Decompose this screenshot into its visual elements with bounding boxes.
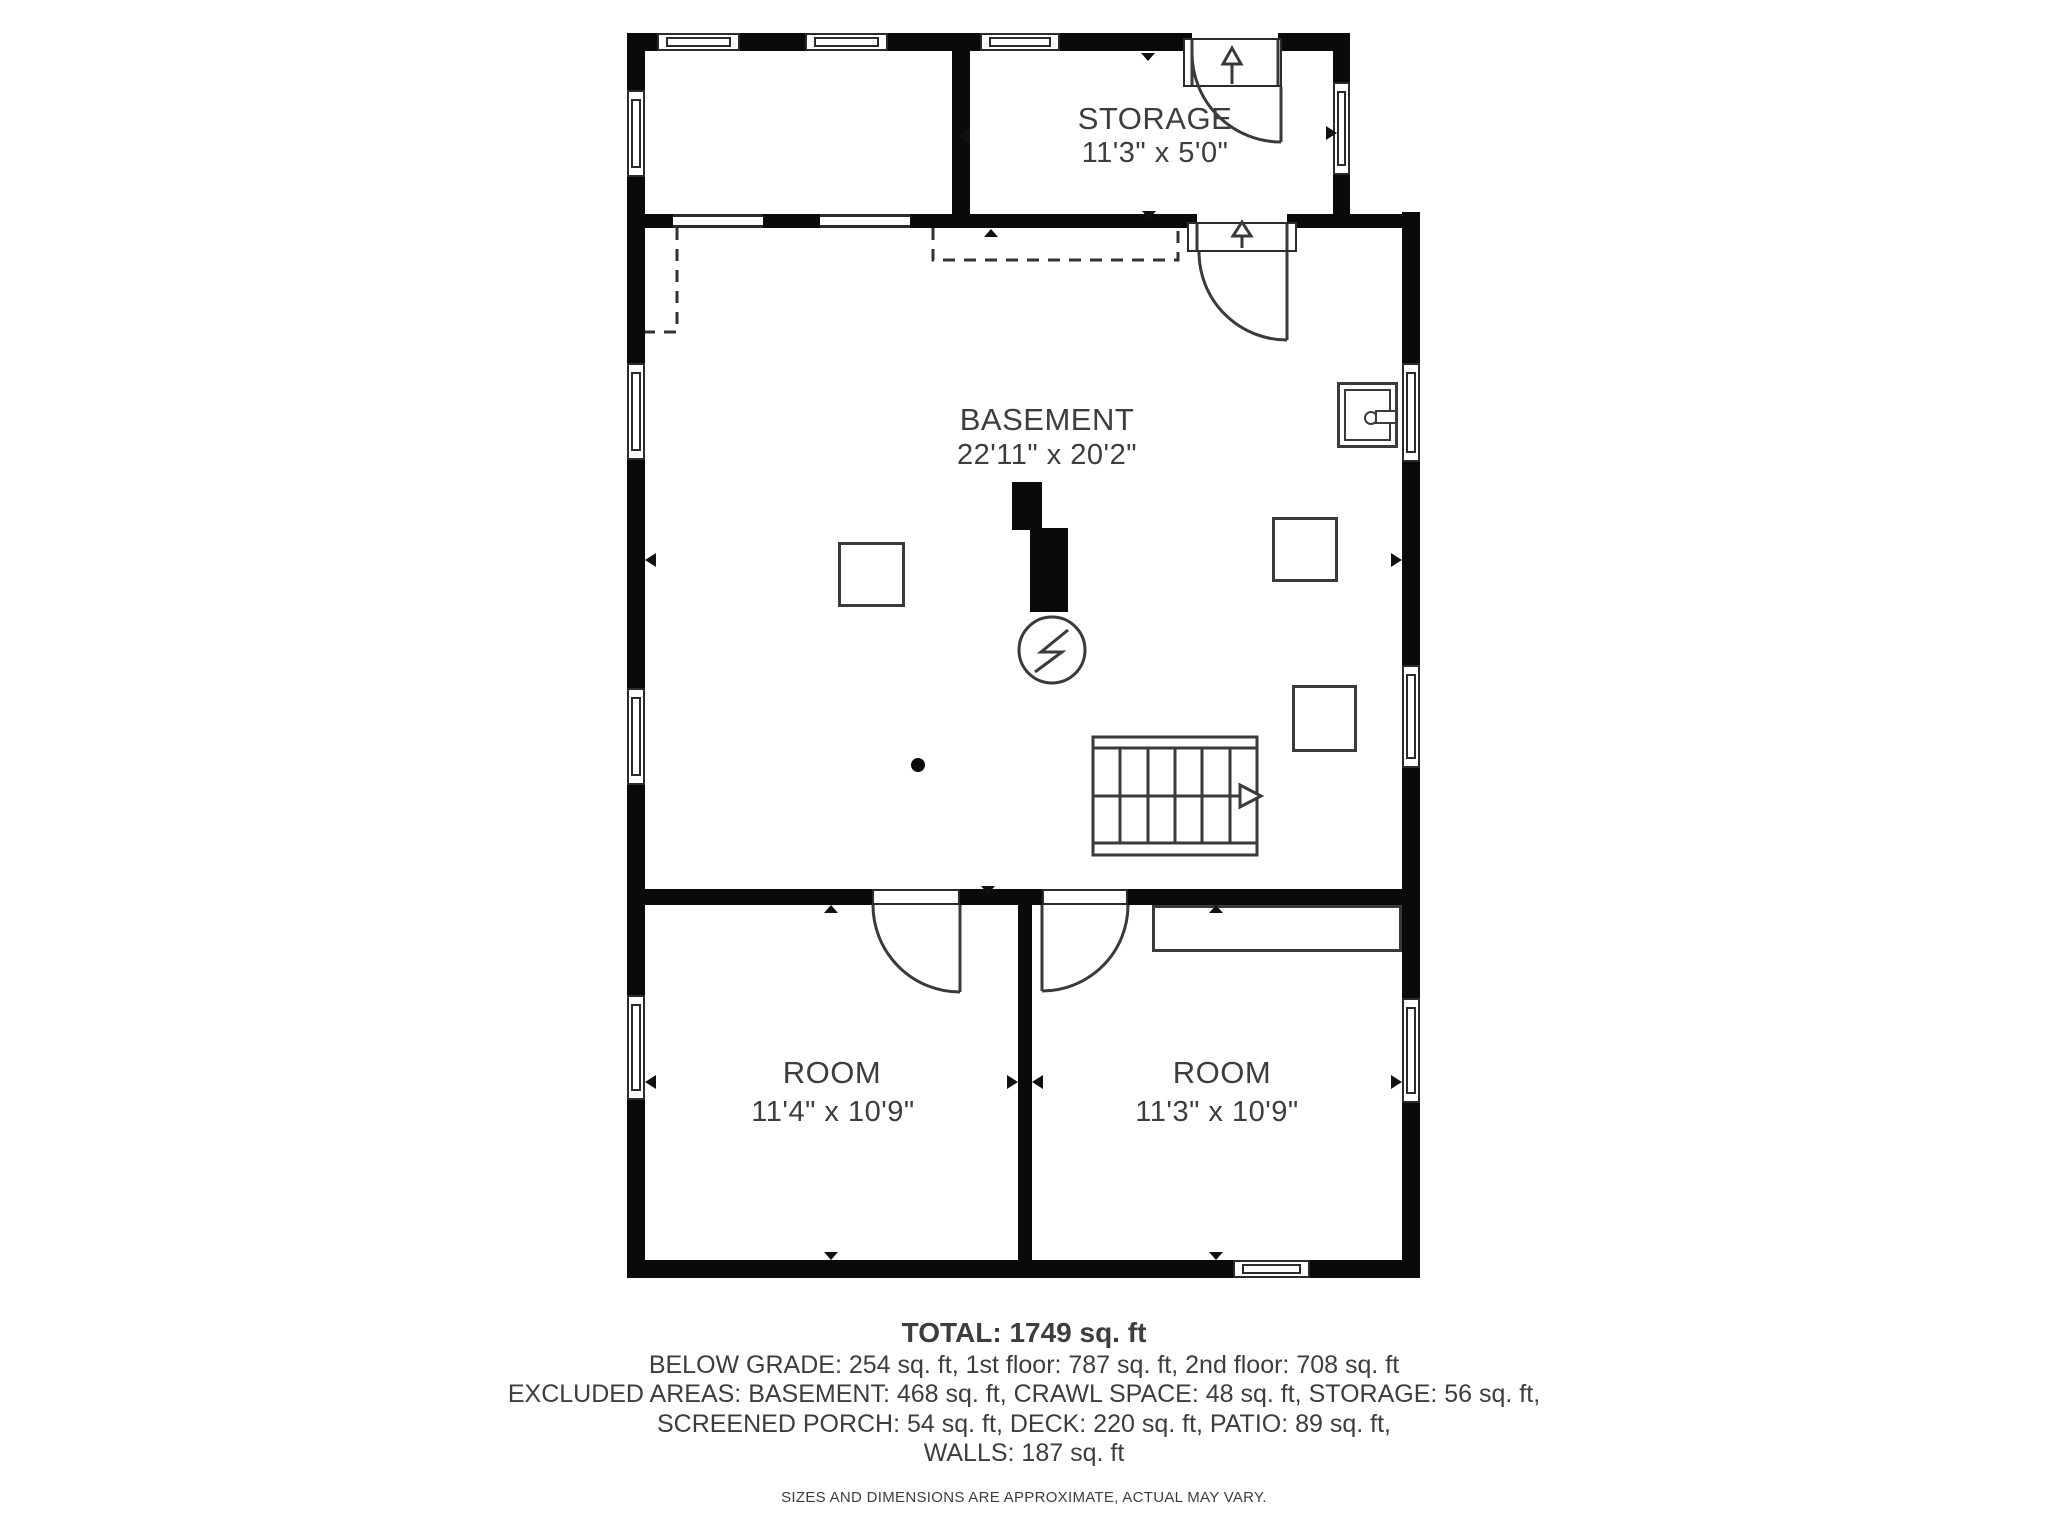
window-pane: [666, 37, 731, 47]
room-label-right: ROOM: [1172, 1055, 1272, 1090]
window: [627, 363, 645, 460]
electrical-panel-handle: [1375, 410, 1397, 424]
chimney-block-upper: [1012, 482, 1042, 530]
summary-excluded-areas: EXCLUDED AREAS: BASEMENT: 468 sq. ft, CRAWL SPACE: 48 sq. ft, STORAGE: 56 sq. ft,: [507, 1380, 1541, 1408]
room-label-left: ROOM: [782, 1055, 882, 1090]
window-pane: [1406, 674, 1416, 759]
window-pane: [814, 37, 879, 47]
window-pane: [631, 697, 641, 776]
room-label-storage: STORAGE: [1077, 101, 1233, 136]
window-pane: [631, 99, 641, 168]
window-pane: [631, 372, 641, 451]
window: [1402, 363, 1420, 462]
crawl-space-opening-right: [820, 214, 910, 228]
crawl-space-opening-left: [673, 214, 763, 228]
entry-landing-storage: [1183, 38, 1282, 87]
entry-landing-basement: [1187, 222, 1297, 252]
room-dimensions-basement: 22'11" x 20'2": [956, 439, 1138, 471]
wall-crawl-storage-divider: [952, 33, 970, 228]
window-pane: [1406, 372, 1416, 453]
door-opening-room-left: [872, 889, 960, 905]
window: [1233, 1260, 1310, 1278]
window-pane: [631, 1004, 641, 1091]
chimney-block-lower: [1030, 528, 1068, 612]
utility-square-upper: [1272, 517, 1338, 582]
window-pane: [989, 37, 1051, 47]
stairs-icon: [1093, 737, 1257, 855]
window: [627, 90, 645, 177]
stairs-direction-arrow: [1093, 785, 1261, 807]
window: [1402, 665, 1420, 768]
summary-disclaimer: SIZES AND DIMENSIONS ARE APPROXIMATE, ACTUAL MAY VARY.: [781, 1489, 1267, 1506]
window: [1402, 998, 1420, 1103]
dashed-crawl-space-outline: [645, 228, 1178, 332]
window: [1333, 82, 1350, 175]
summary-total: TOTAL: 1749 sq. ft: [901, 1317, 1147, 1348]
room-label-basement: BASEMENT: [959, 402, 1135, 437]
window: [627, 995, 645, 1100]
electrical-panel-icon: [1337, 382, 1398, 448]
summary-excluded-areas-2: SCREENED PORCH: 54 sq. ft, DECK: 220 sq. ft, PATIO: 89 sq. ft,: [656, 1410, 1392, 1438]
furnace-square: [838, 542, 905, 607]
window: [980, 33, 1060, 51]
summary-walls: WALLS: 187 sq. ft: [923, 1439, 1125, 1467]
room-dimensions-left: 11'4" x 10'9": [751, 1096, 915, 1128]
utility-square-lower: [1292, 685, 1357, 752]
wall-rooms-divider: [1018, 889, 1032, 1278]
support-column-dot: [911, 758, 925, 772]
room-dimensions-right: 11'3" x 10'9": [1135, 1096, 1299, 1128]
window-pane: [1406, 1007, 1416, 1094]
window-pane: [1337, 91, 1346, 166]
room-dimensions-storage: 11'3" x 5'0": [1081, 137, 1229, 169]
summary-below-grade: BELOW GRADE: 254 sq. ft, 1st floor: 787 sq. ft, 2nd floor: 708 sq. ft: [648, 1351, 1400, 1379]
window: [627, 688, 645, 785]
window-pane: [1242, 1264, 1301, 1274]
door-opening-room-right: [1042, 889, 1128, 905]
door-swing-icon: [873, 40, 1287, 992]
closet-outline: [1152, 905, 1402, 952]
electric-meter-icon: [1019, 617, 1085, 683]
window: [657, 33, 740, 51]
window: [805, 33, 888, 51]
